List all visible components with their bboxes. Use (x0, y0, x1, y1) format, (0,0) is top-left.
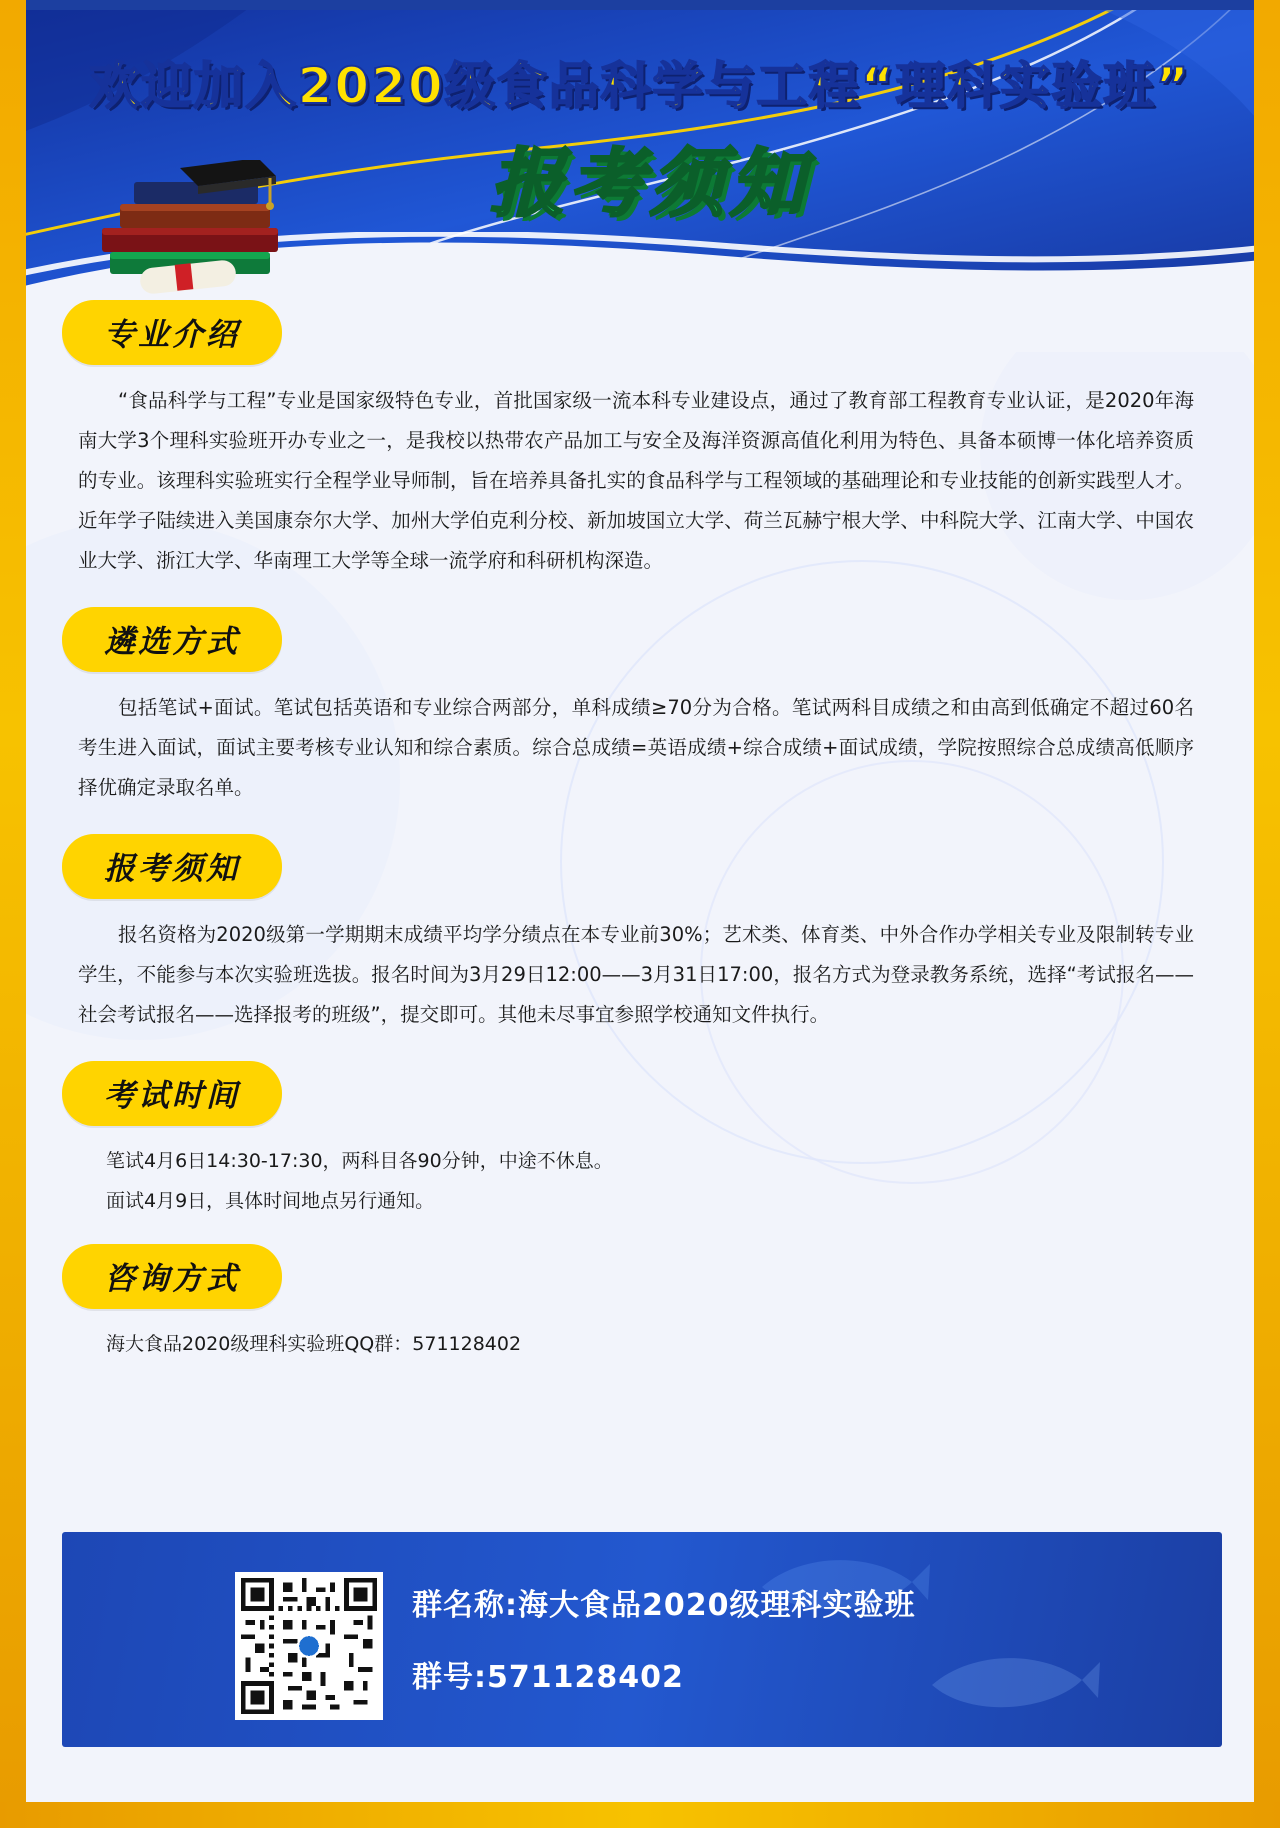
fish-decoration-bottom (922, 1640, 1102, 1730)
section-selection-method (26, 607, 1254, 808)
frame-right (1254, 0, 1280, 1828)
qr-code-image (241, 1578, 377, 1714)
footer-qq-group-card (62, 1532, 1222, 1747)
section-title-major-intro: 专业介绍 (62, 300, 282, 365)
section-body-selection-method: 包括笔试+面试。笔试包括英语和专业综合两部分，单科成绩≥70分为合格。笔试两科目成绩之和由高到低确定不超过60名考生进入面试，面试主要考核专业认知和综合素质。综合总成绩=英语成绩+综合成绩+面试成绩，学院按照综合总成绩高低顺序择优确定录取名单。 (78, 696, 1194, 799)
section-title-exam-time: 考试时间 (62, 1061, 282, 1126)
section-title-wrap (62, 1061, 1254, 1126)
section-title-wrap (62, 300, 1254, 365)
frame-top (0, 0, 1280, 10)
section-body-exam-time-interview: 面试4月9日，具体时间地点另行通知。 (106, 1190, 435, 1212)
qr-code[interactable] (235, 1572, 383, 1720)
section-exam-time (26, 1061, 1254, 1220)
footer-text-block (412, 1580, 916, 1696)
section-title-contact: 咨询方式 (62, 1244, 282, 1309)
poster-main-title: 欢迎加入2020级食品科学与工程“理科实验班” (89, 57, 1191, 115)
section-major-intro (26, 300, 1254, 581)
section-body-exam-time-written: 笔试4月6日14:30-17:30，两科目各90分钟，中途不休息。 (106, 1150, 613, 1172)
section-body-application-notice: 报名资格为2020级第一学期期末成绩平均学分绩点在本专业前30%；艺术类、体育类、中外合作办学相关专业及限制转专业学生，不能参与本次实验班选拔。报名时间为3月29日12:00——3月31日17:00，报名方式为登录教务系统，选择“考试报名——社会考试报名——选择报考的班级”，提交即可。其他未尽事宜参照学校通知文件执行。 (78, 923, 1194, 1026)
footer-group-name: 群名称:海大食品2020级理科实验班 (412, 1588, 916, 1623)
books-graduation-cap-illustration (80, 160, 310, 320)
poster-subtitle: 报考须知 (490, 141, 810, 227)
section-title-wrap (62, 1244, 1254, 1309)
section-contact (26, 1244, 1254, 1363)
frame-bottom (0, 1802, 1280, 1828)
section-body-major-intro: “食品科学与工程”专业是国家级特色专业，首批国家级一流本科专业建设点，通过了教育部工程教育专业认证，是2020年海南大学3个理科实验班开办专业之一，是我校以热带农产品加工与安全及海洋资源高值化利用为特色、具备本硕博一体化培养资质的专业。该理科实验班实行全程学业导师制，旨在培养具备扎实的食品科学与工程领域的基础理论和专业技能的创新实践型人才。近年学子陆续进入美国康奈尔大学、加州大学伯克利分校、新加坡国立大学、荷兰瓦赫宁根大学、中科院大学、江南大学、中国农业大学、浙江大学、华南理工大学等全球一流学府和科研机构深造。 (78, 389, 1194, 572)
section-title-wrap (62, 607, 1254, 672)
section-title-selection-method: 遴选方式 (62, 607, 282, 672)
section-title-application-notice: 报考须知 (62, 834, 282, 899)
section-application-notice (26, 834, 1254, 1035)
poster-content (26, 300, 1254, 1363)
footer-group-number: 群号:571128402 (412, 1660, 684, 1695)
section-title-wrap (62, 834, 1254, 899)
section-body-contact: 海大食品2020级理科实验班QQ群：571128402 (106, 1333, 522, 1355)
frame-left (0, 0, 26, 1828)
